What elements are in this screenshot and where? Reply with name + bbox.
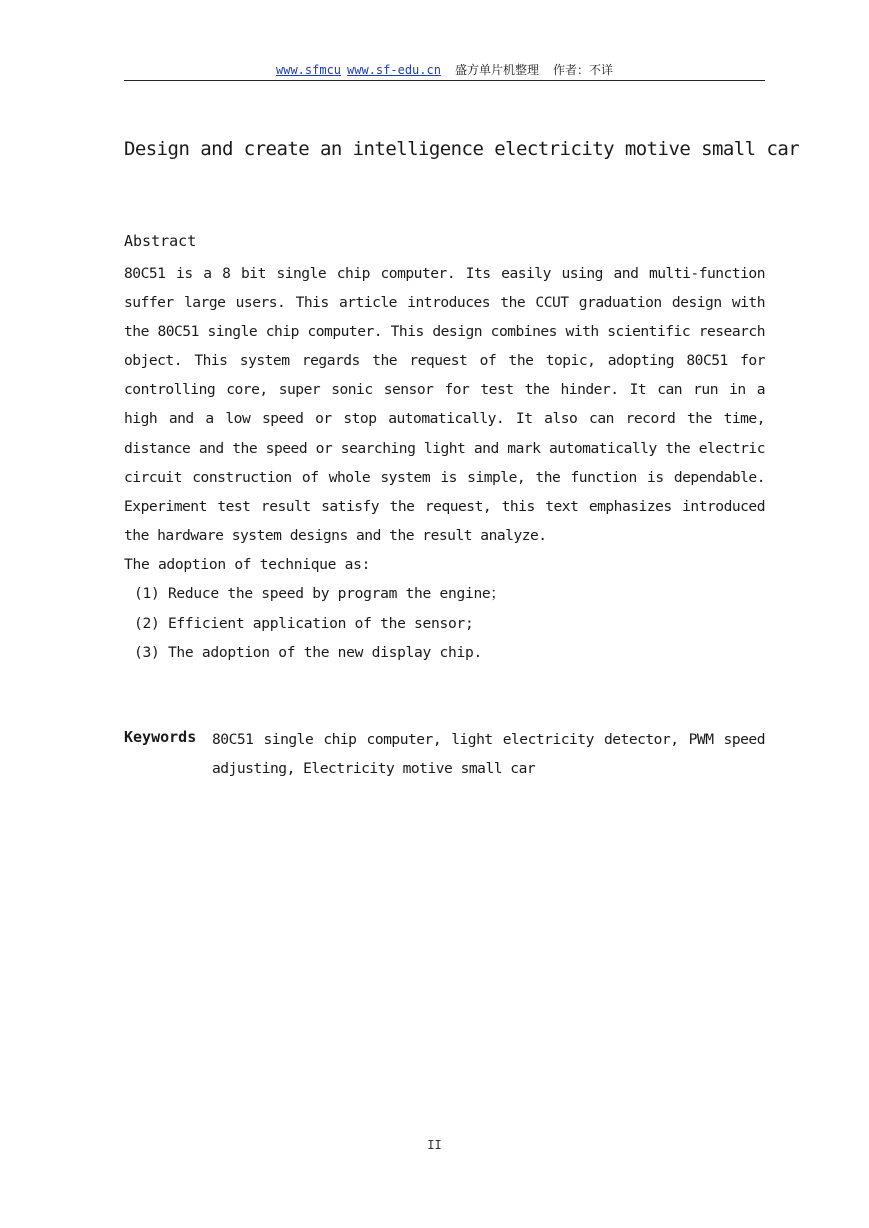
- header-org: 盛方单片机整理: [454, 63, 539, 77]
- adoption-item-2: (2) Efficient application of the sensor;: [134, 614, 474, 632]
- header-link-sfmcu[interactable]: www.sfmcu: [276, 63, 342, 77]
- header-rule: [124, 80, 765, 81]
- keywords-text: 80C51 single chip computer, light electricity detector, PWM speed adjusting, Electricity motive small car: [212, 731, 765, 778]
- header-link-sf-edu[interactable]: www.sf-edu.cn: [347, 63, 441, 77]
- abstract-body: 80C51 is a 8 bit single chip computer. Its easily using and multi-function suffer large users. This article introduces the CCUT graduation design with the 80C51 single chip computer. This design combines with scientific research object. This system regards the request of the topic, adopting 80C51 for controlling core, super sonic sensor for test the hinder. It can run in a high and a low speed or stop automatically. It also can record the time, distance and the speed or searching light and mark automatically the electric circuit construction of whole system is simple, the function is dependable. Experiment test result satisfy the request, this text emphasizes introduced the hardware system designs and the result analyze.: [124, 265, 765, 544]
- adoption-intro: The adoption of technique as:: [124, 556, 371, 573]
- header-author: 作者：不详: [552, 63, 613, 77]
- page-number: II: [427, 1138, 442, 1152]
- adoption-section: [124, 550, 765, 667]
- document-title: Design and create an intelligence electricity motive small car: [124, 138, 800, 160]
- keywords-label: Keywords: [124, 728, 197, 746]
- adoption-item-3: (3) The adoption of the new display chip.: [134, 643, 482, 661]
- page-header: [124, 62, 765, 81]
- abstract-heading: Abstract: [124, 232, 197, 250]
- adoption-item-1: (1) Reduce the speed by program the engine；: [134, 585, 505, 603]
